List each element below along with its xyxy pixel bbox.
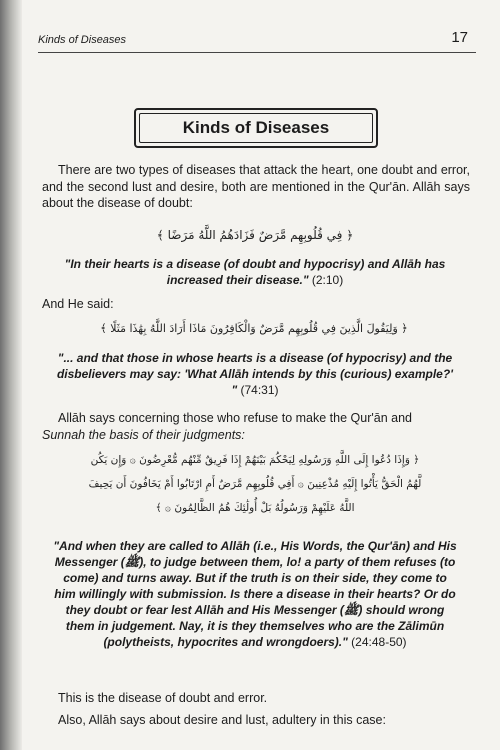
book-gutter-shadow	[0, 0, 22, 750]
arabic-verse-24-48-line-1: ﴿ وَإِذَا دُعُوا إِلَى اللَّهِ وَرَسُولِهِ لِيَحْكُمَ بَيْنَهُمْ إِذَا فَرِيقٌ مِّنْهُم مُّعْرِضُونَ ۞ وَإِن يَكُن	[90, 454, 420, 466]
chapter-title-frame	[134, 108, 378, 148]
quote-74-31	[54, 350, 456, 398]
running-header	[38, 28, 476, 53]
judgment-paragraph-line-2: Sunnah the basis of their judgments:	[42, 428, 245, 442]
quote-24-48-50-ref: (24:48-50)	[351, 635, 407, 649]
judgment-paragraph-line-1: Allāh says concerning those who refuse to make the Qur'ān and	[58, 411, 412, 425]
quote-2-10	[60, 256, 450, 288]
quote-74-31-ref: (74:31)	[240, 383, 279, 397]
quote-74-31-text: "... and that those in whose hearts is a disease (of hypocrisy) and the disbelievers may say: 'What Allāh intends by this (curious) example?' "	[56, 351, 454, 397]
book-page	[30, 0, 480, 750]
quote-24-48-50-text: "And when they are called to Allāh (i.e., His Words, the Qur'ān) and His Messenger (ﷺ), to judge between them, lo! a party of them refuses (to come) and turns away. But if the truth is on their side, they come to him willingly with submission. Is there a disease in their hearts? Or do they doubt or fear lest Allāh and His Messenger (ﷺ) should wrong them in judgement. Nay, it is they themselves who are the Zālimūn (polytheists, hypocrites and wrongdoers)."	[53, 539, 457, 649]
arabic-verse-74-31: ﴿ وَلِيَقُولَ الَّذِينَ فِي قُلُوبِهِم مَّرَضٌ وَالْكَافِرُونَ مَاذَا أَرَادَ اللَّهُ بِهَٰذَا مَثَلًا ﴾	[100, 322, 408, 335]
quote-24-48-50	[52, 538, 458, 650]
and-he-said-line: And He said:	[42, 297, 114, 311]
running-header-title: Kinds of Diseases	[38, 34, 127, 46]
arabic-verse-2-10: ﴿ فِي قُلُوبِهِم مَّرَضٌ فَزَادَهُمُ اللَّهُ مَرَضًا ﴾	[156, 228, 354, 242]
quote-2-10-text: "In their hearts is a disease (of doubt and hypocrisy) and Allāh has increased their disease."	[64, 257, 446, 287]
intro-paragraph: There are two types of diseases that attack the heart, one doubt and error, and the second lust and desire, both are mentioned in the Qur'ān. Allāh says about the disease of doubt:	[42, 163, 470, 210]
arabic-verse-24-48-line-2: لَّهُمُ الْحَقُّ يَأْتُوا إِلَيْهِ مُذْعِنِينَ ۞ أَفِي قُلُوبِهِم مَّرَضٌ أَمِ ارْتَابُوا أَمْ يَخَافُونَ أَن يَحِيفَ	[88, 478, 422, 490]
disease-of-doubt-line: This is the disease of doubt and error.	[58, 691, 268, 705]
page-number: 17	[451, 29, 468, 46]
desire-and-lust-line: Also, Allāh says about desire and lust, adultery in this case:	[58, 713, 386, 727]
chapter-title: Kinds of Diseases	[182, 118, 330, 137]
quote-2-10-ref: (2:10)	[311, 273, 344, 287]
arabic-verse-24-48-line-3: اللَّهُ عَلَيْهِمْ وَرَسُولُهُ بَلْ أُولَٰئِكَ هُمُ الظَّالِمُونَ ۞ ﴾	[155, 502, 355, 514]
